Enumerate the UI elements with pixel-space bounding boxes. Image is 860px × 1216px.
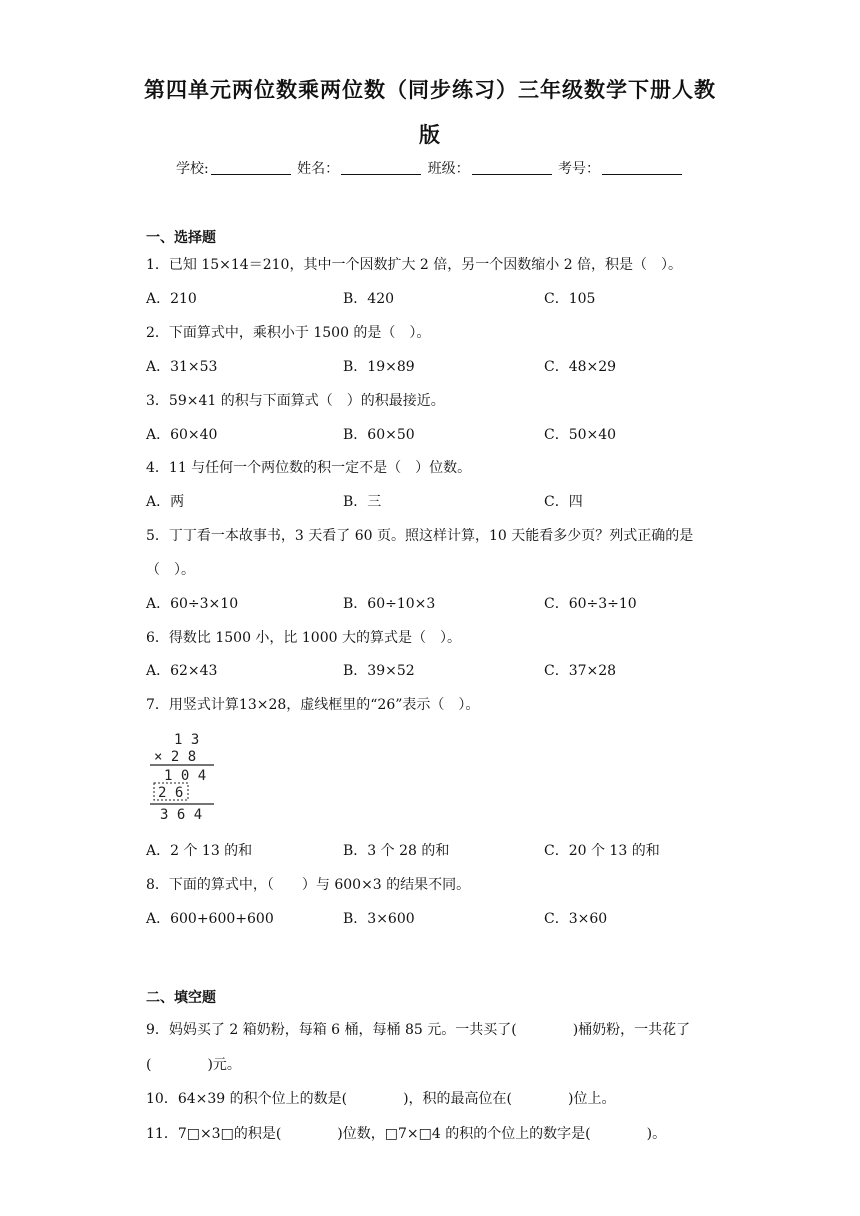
exam-no-blank[interactable] [602, 160, 682, 175]
q7-option-b[interactable]: B．3 个 28 的和 [343, 843, 450, 859]
question-7: 7．用竖式计算13×28，虚线框里的“26”表示（ ）。 [146, 697, 480, 713]
q8-option-c[interactable]: C．3×60 [544, 911, 608, 927]
q3-option-c[interactable]: C．50×40 [544, 427, 617, 443]
q2-option-b[interactable]: B．19×89 [343, 359, 415, 375]
q4-option-b[interactable]: B．三 [343, 494, 382, 510]
q8-option-b[interactable]: B．3×600 [343, 911, 415, 927]
question-3: 3．59×41 的积与下面算式（ ）的积最接近。 [146, 393, 445, 409]
q8-option-a[interactable]: A．600+600+600 [146, 911, 274, 927]
q5-option-a[interactable]: A．60÷3×10 [146, 596, 239, 612]
q6-option-b[interactable]: B．39×52 [343, 663, 415, 679]
question-11: 11．7□×3□的积是( )位数，□7×□4 的积的个位上的数字是( )。 [146, 1126, 667, 1142]
student-info [0, 158, 860, 178]
q1-option-a[interactable]: A．210 [146, 291, 197, 307]
q5-option-b[interactable]: B．60÷10×3 [343, 596, 436, 612]
q1-option-b[interactable]: B．420 [343, 291, 395, 307]
question-9-cont: ( )元。 [146, 1057, 241, 1073]
q3-option-b[interactable]: B．60×50 [343, 427, 415, 443]
vertical-multiplication-figure [146, 724, 250, 824]
question-2: 2．下面算式中，乘积小于 1500 的是（ ）。 [146, 325, 431, 341]
page-title-line1: 第四单元两位数乘两位数（同步练习）三年级数学下册人教 [144, 78, 716, 102]
q2-option-a[interactable]: A．31×53 [146, 359, 218, 375]
question-6: 6．得数比 1500 小，比 1000 大的算式是（ ）。 [146, 630, 461, 646]
section-heading-choice: 一、选择题 [146, 230, 216, 246]
question-5: 5．丁丁看一本故事书，3 天看了 60 页。照这样计算，10 天能看多少页？列式正确的是 [146, 528, 694, 544]
q2-option-c[interactable]: C．48×29 [544, 359, 617, 375]
q7-option-a[interactable]: A．2 个 13 的和 [146, 843, 253, 859]
class-blank[interactable] [472, 160, 552, 175]
question-4: 4．11 与任何一个两位数的积一定不是（ ）位数。 [146, 460, 472, 476]
exam-no-label: 考号： [558, 161, 601, 177]
q6-option-a[interactable]: A．62×43 [146, 663, 218, 679]
figure-row-partial1: 1 0 4 [164, 768, 207, 784]
question-9: 9．妈妈买了 2 箱奶粉，每箱 6 桶，每桶 85 元。一共买了( )桶奶粉，一共花了 [146, 1022, 691, 1038]
school-label: 学校: [175, 161, 209, 177]
question-5-cont: （ ）。 [146, 562, 195, 578]
school-blank[interactable] [211, 160, 291, 175]
figure-row-product: 3 6 4 [160, 807, 203, 823]
question-10: 10．64×39 的积个位上的数是( )，积的最高位在( )位上。 [146, 1091, 616, 1107]
figure-row-multiplier: × 2 8 [154, 749, 197, 765]
q1-option-c[interactable]: C．105 [544, 291, 596, 307]
q4-option-a[interactable]: A．两 [146, 494, 185, 510]
class-label: 班级： [427, 161, 470, 177]
page-title-line2: 版 [419, 123, 441, 147]
q5-option-c[interactable]: C．60÷3÷10 [544, 596, 637, 612]
name-label: 姓名： [297, 161, 340, 177]
question-8: 8．下面的算式中，（ ）与 600×3 的结果不同。 [146, 877, 471, 893]
section-heading-fill: 二、填空题 [146, 990, 216, 1006]
q7-option-c[interactable]: C．20 个 13 的和 [544, 843, 660, 859]
q4-option-c[interactable]: C．四 [544, 494, 583, 510]
figure-row-partial2: 2 6 [158, 785, 184, 801]
question-1: 1．已知 15×14＝210，其中一个因数扩大 2 倍，另一个因数缩小 2 倍，积是（ ）。 [146, 257, 683, 273]
name-blank[interactable] [341, 160, 421, 175]
q3-option-a[interactable]: A．60×40 [146, 427, 218, 443]
q6-option-c[interactable]: C．37×28 [544, 663, 617, 679]
figure-row-multiplicand: 1 3 [174, 732, 200, 748]
